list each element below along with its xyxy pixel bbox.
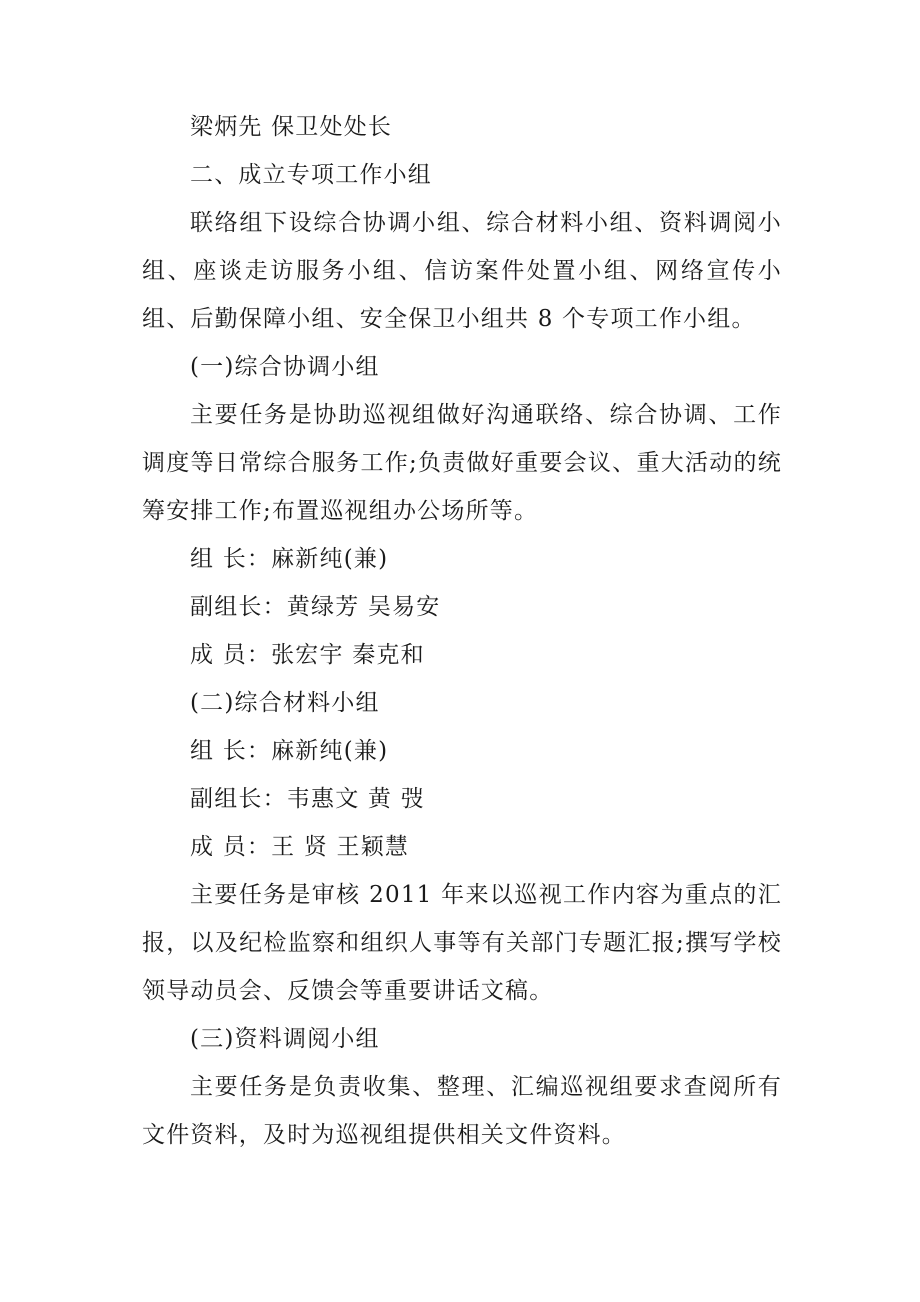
subsection-heading: (三)资料调阅小组 (190, 1026, 380, 1052)
member-line: 成 员：张宏宇 秦克和 (190, 642, 425, 668)
document-page (142, 103, 782, 1159)
body-paragraph: 主要任务是负责收集、整理、汇编巡视组要求查阅所有文件资料，及时为巡视组提供相关文件资料。 (142, 1074, 782, 1148)
member-line: 组 长：麻新纯(兼) (190, 738, 389, 764)
member-line: 副组长：韦惠文 黄 弢 (190, 786, 425, 812)
subsection-heading: (二)综合材料小组 (190, 690, 380, 716)
body-paragraph: 主要任务是审核 2011 年来以巡视工作内容为重点的汇报，以及纪检监察和组织人事等有关部门专题汇报;撰写学校领导动员会、反馈会等重要讲话文稿。 (142, 882, 782, 1004)
member-line: 组 长：麻新纯(兼) (190, 546, 389, 572)
section-heading: 二、成立专项工作小组 (190, 162, 432, 188)
member-line: 成 员：王 贤 王颖慧 (190, 834, 410, 860)
body-paragraph: 主要任务是协助巡视组做好沟通联络、综合协调、工作调度等日常综合服务工作;负责做好重要会议、重大活动的统筹安排工作;布置巡视组办公场所等。 (142, 402, 782, 524)
member-line: 梁炳先 保卫处处长 (190, 114, 393, 140)
member-line: 副组长：黄绿芳 吴易安 (190, 594, 441, 620)
body-paragraph: 联络组下设综合协调小组、综合材料小组、资料调阅小组、座谈走访服务小组、信访案件处置小组、网络宣传小组、后勤保障小组、安全保卫小组共 8 个专项工作小组。 (142, 210, 782, 332)
subsection-heading: (一)综合协调小组 (190, 354, 380, 380)
